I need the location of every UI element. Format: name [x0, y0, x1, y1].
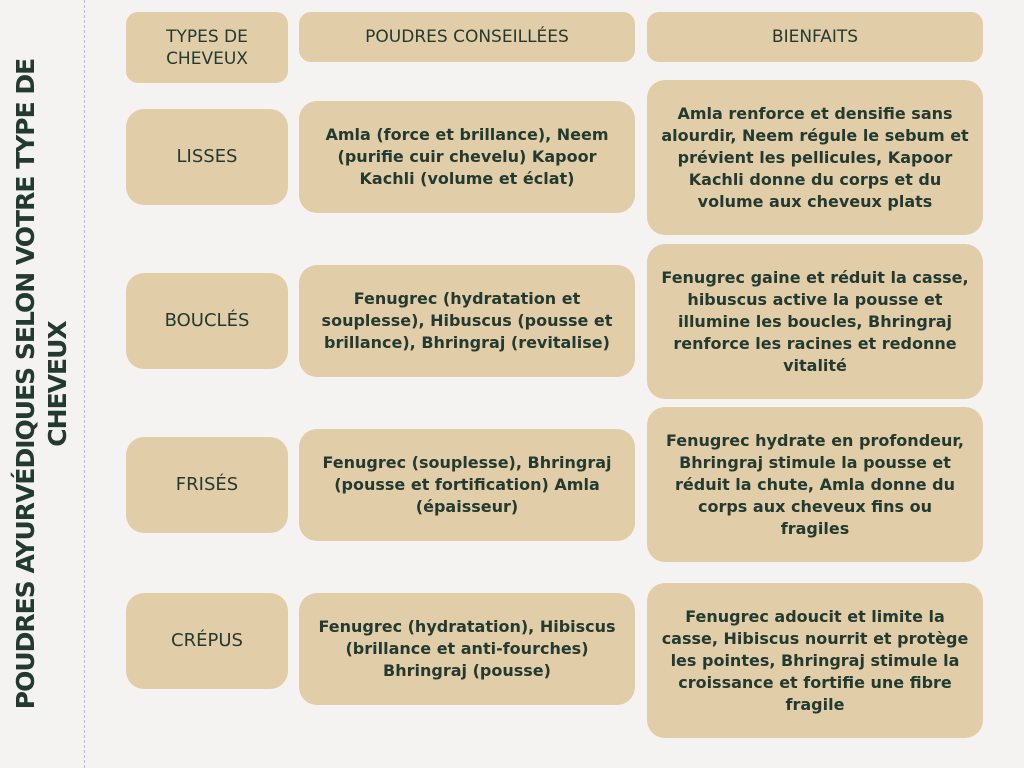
powders-text: Fenugrec (hydratation et souplesse), Hibuscus (pousse et brillance), Bhringraj (revitalise) — [321, 289, 613, 352]
header-powders — [299, 12, 635, 62]
hair-type-crepus — [126, 593, 288, 689]
side-title-panel — [0, 0, 85, 768]
hair-type-frises — [126, 437, 288, 533]
benefits-text: Fenugrec hydrate en profondeur, Bhringraj stimule la pousse et réduit la chute, Amla donne du corps aux cheveux fins ou fragiles — [666, 430, 964, 538]
header-types-label: TYPES DE CHEVEUX — [166, 26, 248, 69]
hair-type-label: CRÉPUS — [171, 630, 243, 651]
hair-type-label: LISSES — [176, 146, 238, 167]
benefits-lisses — [647, 80, 983, 235]
benefits-crepus — [647, 583, 983, 738]
benefits-boucles — [647, 244, 983, 399]
hair-type-label: BOUCLÉS — [164, 310, 250, 331]
powders-text: Fenugrec (hydratation), Hibiscus (brillance et anti-fourches) Bhringraj (pousse) — [318, 617, 616, 680]
powders-boucles — [299, 265, 635, 377]
benefits-frises — [647, 407, 983, 562]
hair-type-label: FRISÉS — [175, 474, 239, 495]
powders-frises — [299, 429, 635, 541]
benefits-text: Fenugrec gaine et réduit la casse, hibuscus active la pousse et illumine les boucles, Bhringraj renforce les racines et redonne vitalité — [661, 267, 969, 375]
powders-text: Fenugrec (souplesse), Bhringraj (pousse et fortification) Amla (épaisseur) — [322, 453, 612, 516]
benefits-text: Amla renforce et densifie sans alourdir, Neem régule le sebum et prévient les pellicules, Kapoor Kachli donne du corps et du volume aux cheveux plats — [661, 103, 969, 211]
header-benefits-label: BIENFAITS — [771, 27, 859, 47]
header-powders-label: POUDRES CONSEILLÉES — [365, 27, 569, 47]
header-benefits — [647, 12, 983, 62]
hair-type-lisses — [126, 109, 288, 205]
page-title: POUDRES AYURVÉDIQUES SELON VOTRE TYPE DE CHEVEUX — [11, 58, 72, 710]
header-types — [126, 12, 288, 83]
powders-lisses — [299, 101, 635, 213]
powders-crepus — [299, 593, 635, 705]
powders-text: Amla (force et brillance), Neem (purifie cuir chevelu) Kapoor Kachli (volume et éclat) — [325, 125, 609, 188]
benefits-text: Fenugrec adoucit et limite la casse, Hibiscus nourrit et protège les pointes, Bhringraj stimule la croissance et fortifie une fibre fragile — [661, 606, 969, 714]
hair-type-boucles — [126, 273, 288, 369]
